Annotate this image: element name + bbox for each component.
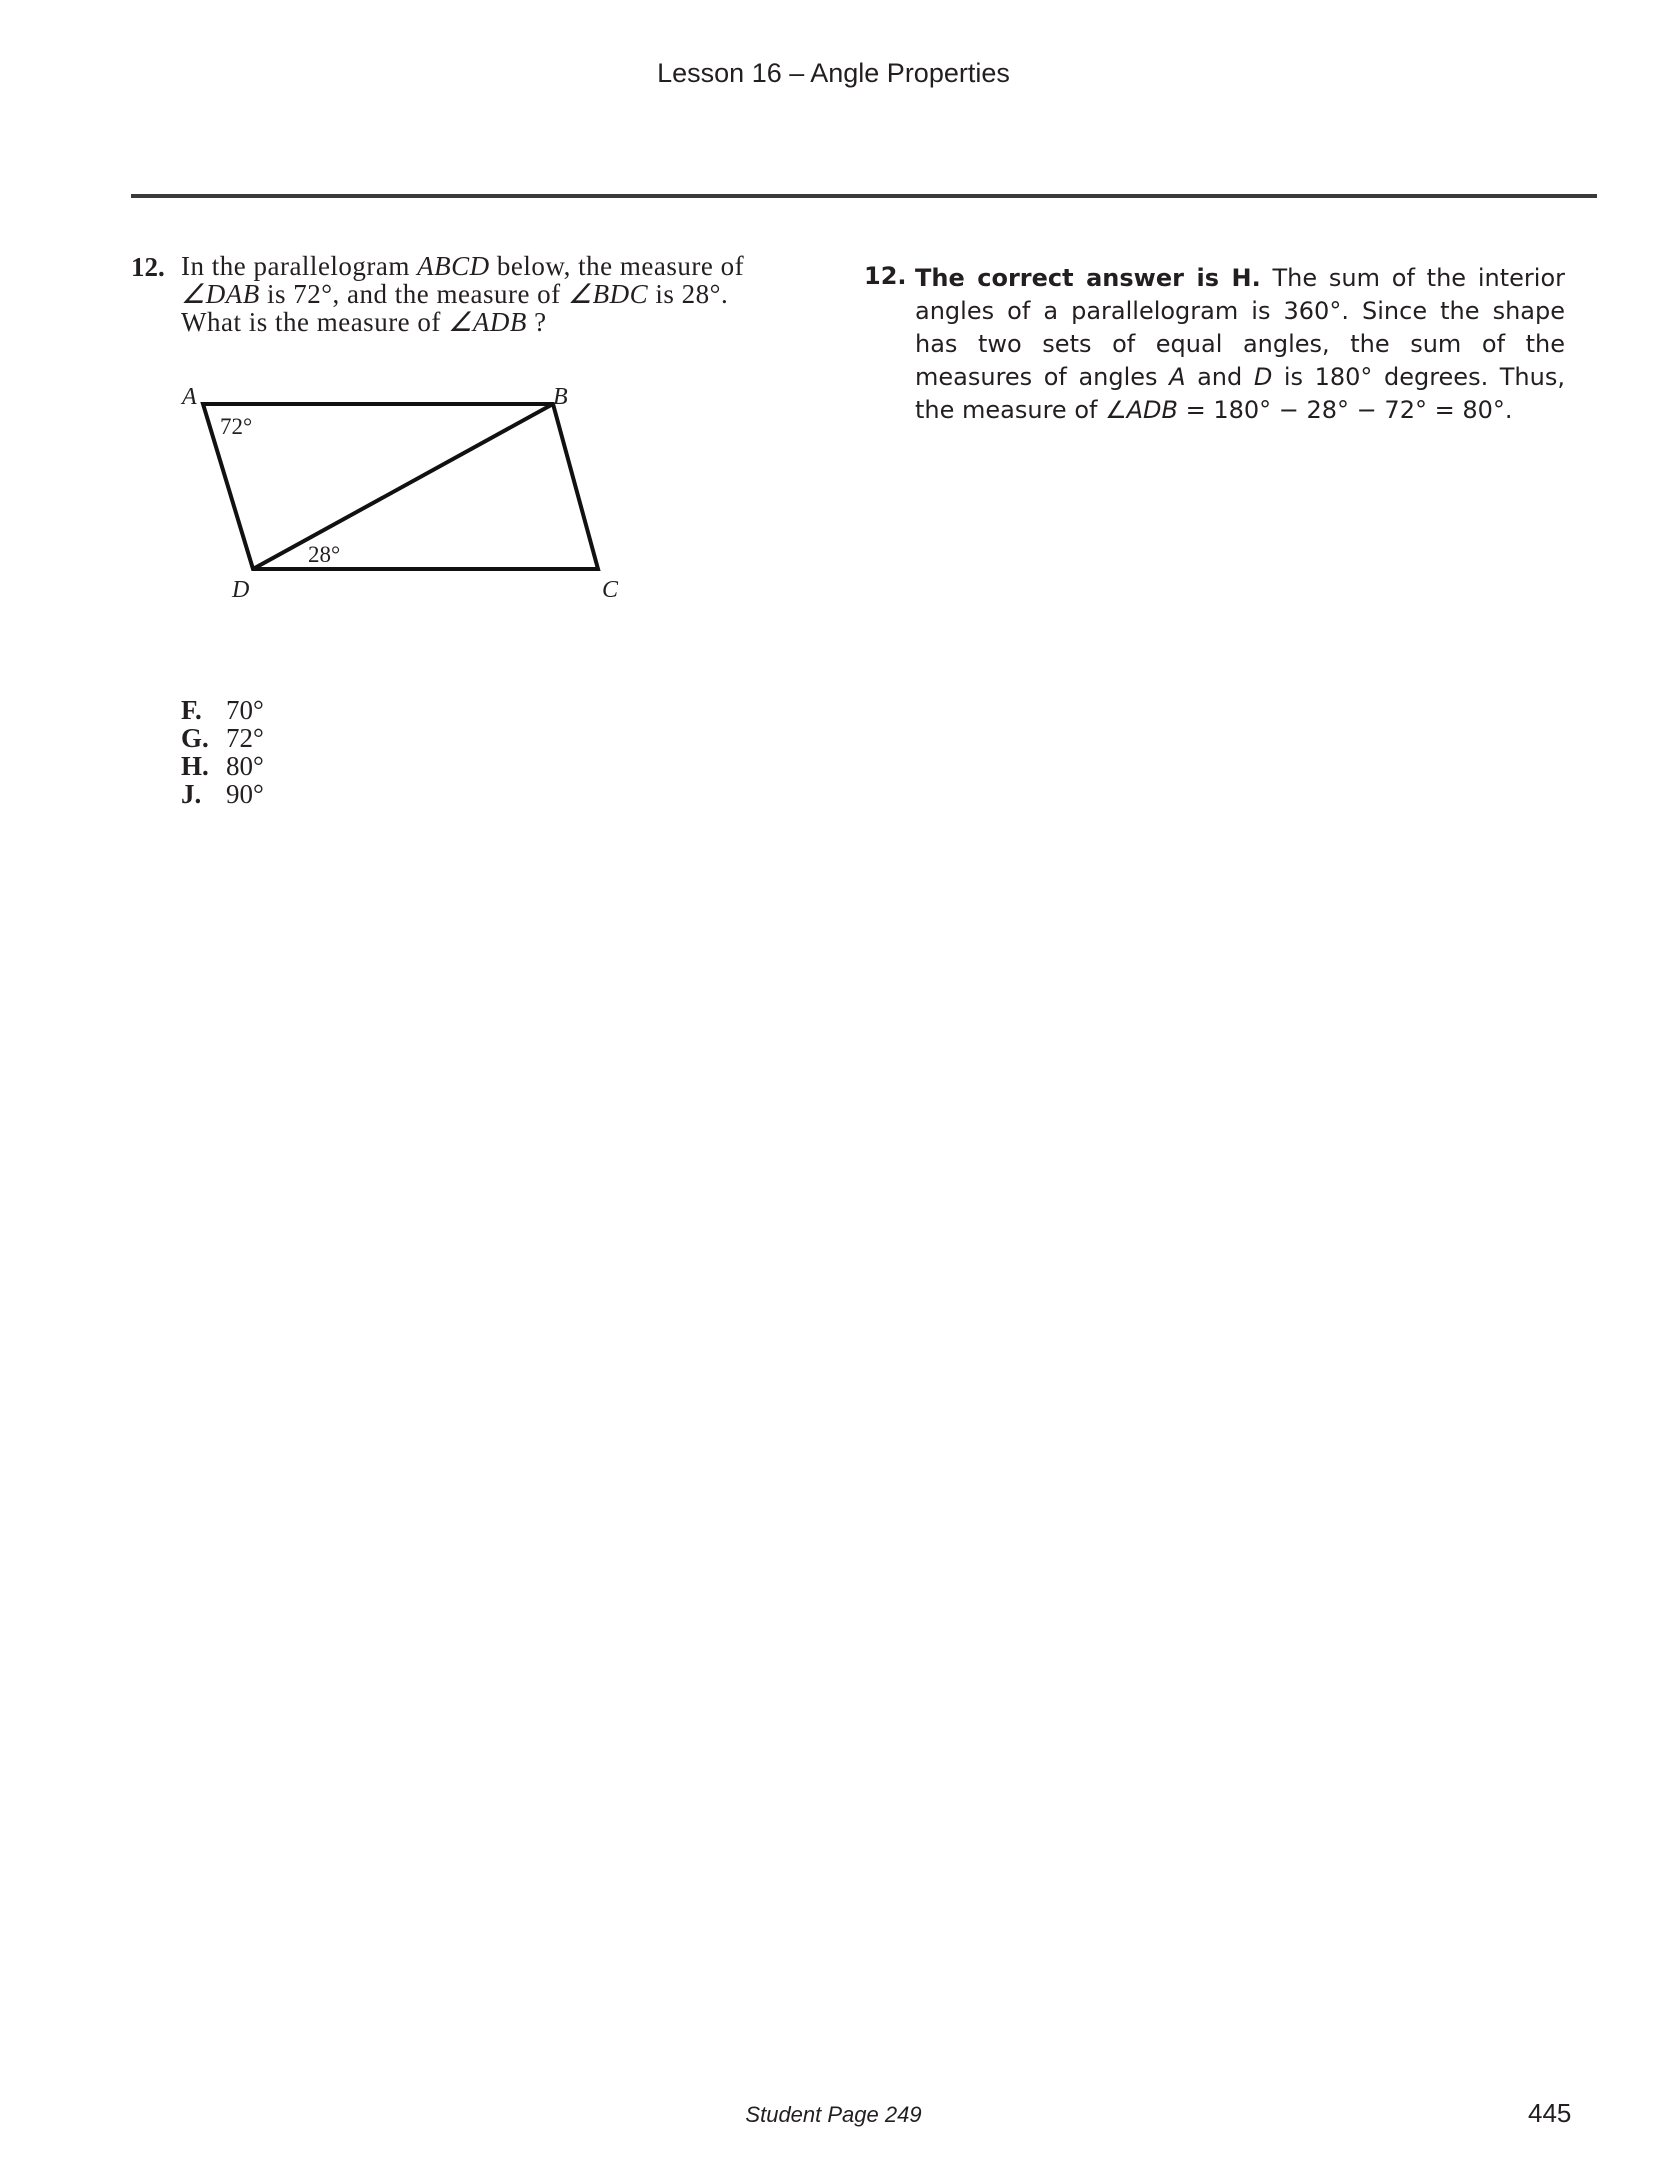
choice-f[interactable]: F. 70° — [181, 695, 264, 725]
question-number: 12. — [131, 252, 165, 282]
answer-choices — [181, 696, 264, 808]
angle-label-d: 28° — [308, 542, 341, 567]
question-line-3: What is the measure of ∠ADB ? — [181, 307, 547, 337]
choice-h[interactable]: H. 80° — [181, 752, 264, 780]
vertex-label-d: D — [232, 577, 250, 603]
student-page-reference: Student Page 249 — [745, 2102, 922, 2127]
page-number: 445 — [1528, 2098, 1572, 2128]
choice-j[interactable]: J. 90° — [181, 779, 264, 809]
lesson-title: Lesson 16 – Angle Properties — [657, 58, 1010, 88]
angle-label-a: 72° — [220, 414, 253, 439]
choice-g[interactable]: G. 72° — [181, 723, 264, 753]
vertex-label-a: A — [182, 384, 197, 410]
diagonal-db — [253, 404, 553, 569]
vertex-label-c: C — [602, 577, 619, 603]
vertex-label-b: B — [553, 384, 568, 410]
question-line-2: ∠DAB is 72°, and the measure of ∠BDC is 28°. — [181, 279, 729, 309]
answer-explanation: The correct answer is H. The sum of the interior angles of a parallelogram is 360°. Since the shape has two sets of equal angles, the sum of the measures of angles A and D is 180° degrees. Thus, the measure of ∠ADB = 180° − 28° − 72° = 80°. — [915, 264, 1565, 424]
question-text — [181, 252, 791, 336]
header-divider — [131, 194, 1597, 198]
question-line-1: In the parallelogram ABCD below, the measure of — [181, 251, 745, 281]
answer-number: 12. — [864, 262, 907, 290]
parallelogram-figure — [170, 375, 670, 605]
